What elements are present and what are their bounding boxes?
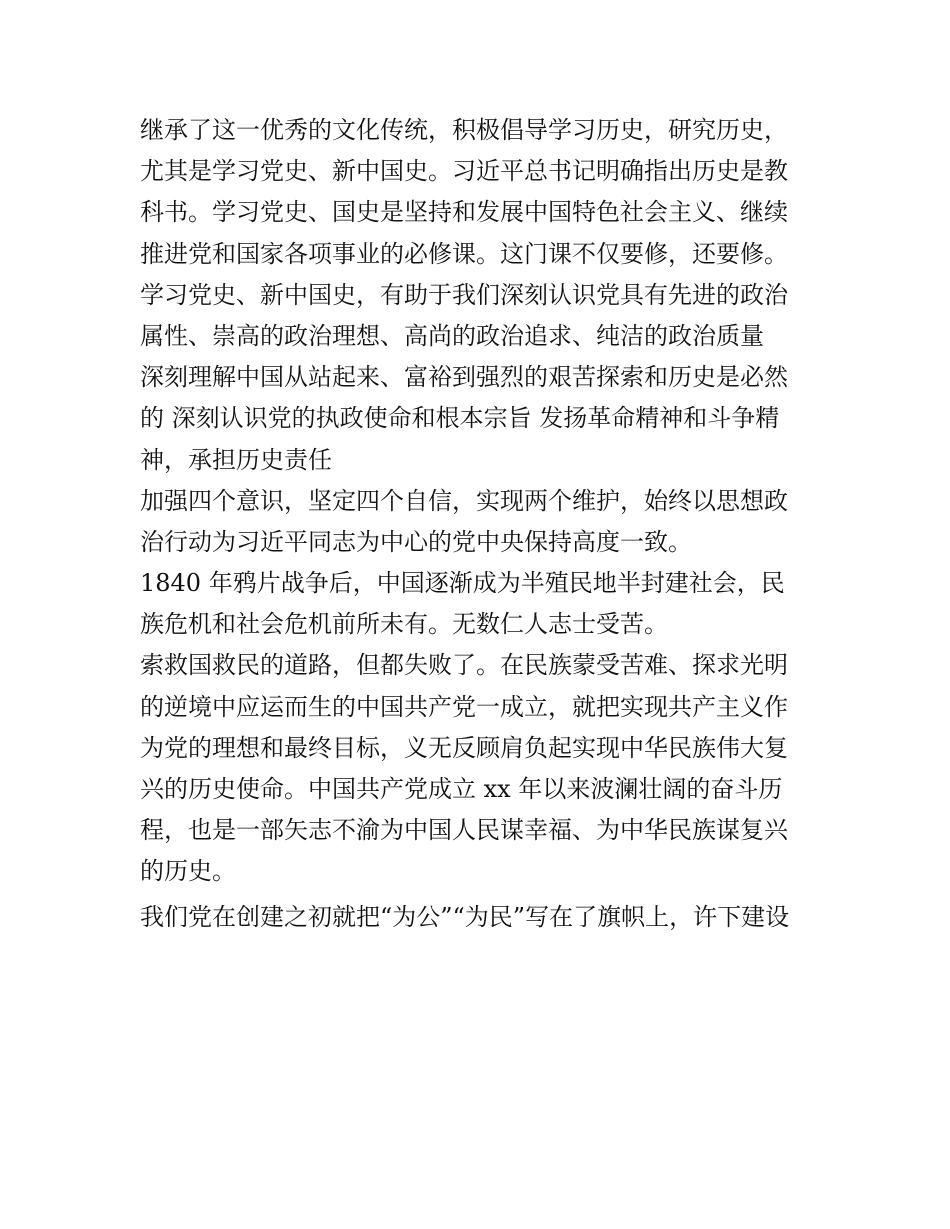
text-line: 我们党在创建之初就把“为公”“为民”写在了旗帜上，许下建设 [140,902,790,931]
text-line: 族危机和社会危机前所未有。无数仁人志士受苦。 [140,610,668,639]
text-line: 治行动为习近平同志为中心的党中央保持高度一致。 [140,527,692,556]
text-line: 科书。学习党史、国史是坚持和发展中国特色社会主义、继续 [140,198,788,227]
text-line: 属性、崇高的政治理想、高尚的政治追求、纯洁的政治质量 [140,321,764,350]
text-line: 尤其是学习党史、新中国史。习近平总书记明确指出历史是教 [140,157,788,186]
text-line: 的逆境中应运而生的中国共产党一成立，就把实现共产主义作 [140,692,788,721]
text-line: 为党的理想和最终目标，义无反顾肩负起实现中华民族伟大复 [140,733,788,762]
text-line: 的历史。 [140,857,236,886]
text-line: 继承了这一优秀的文化传统，积极倡导学习历史，研究历史， [140,116,788,144]
text-line: 加强四个意识，坚定四个自信，实现两个维护，始终以思想政 [140,486,788,515]
text-line: 1840 年鸦片战争后，中国逐渐成为半殖民地半封建社会，民 [140,569,785,598]
text-line: 学习党史、新中国史，有助于我们深刻认识党具有先进的政治 [140,280,788,309]
text-line: 索救国救民的道路，但都失败了。在民族蒙受苦难、探求光明 [140,651,788,680]
text-line: 兴的历史使命。中国共产党成立 xx 年以来波澜壮阔的奋斗历 [140,775,783,803]
text-line: 推进党和国家各项事业的必修课。这门课不仅要修，还要修。 [140,239,788,268]
text-line: 神，承担历史责任 [140,445,332,474]
text-line: 深刻理解中国从站起来、富裕到强烈的艰苦探索和历史是必然 [140,363,788,392]
body-text [140,110,830,938]
text-line: 程，也是一部矢志不渝为中国人民谋幸福、为中华民族谋复兴 [140,816,788,845]
text-line: 的 深刻认识党的执政使命和根本宗旨 发扬革命精神和斗争精 [140,404,780,433]
